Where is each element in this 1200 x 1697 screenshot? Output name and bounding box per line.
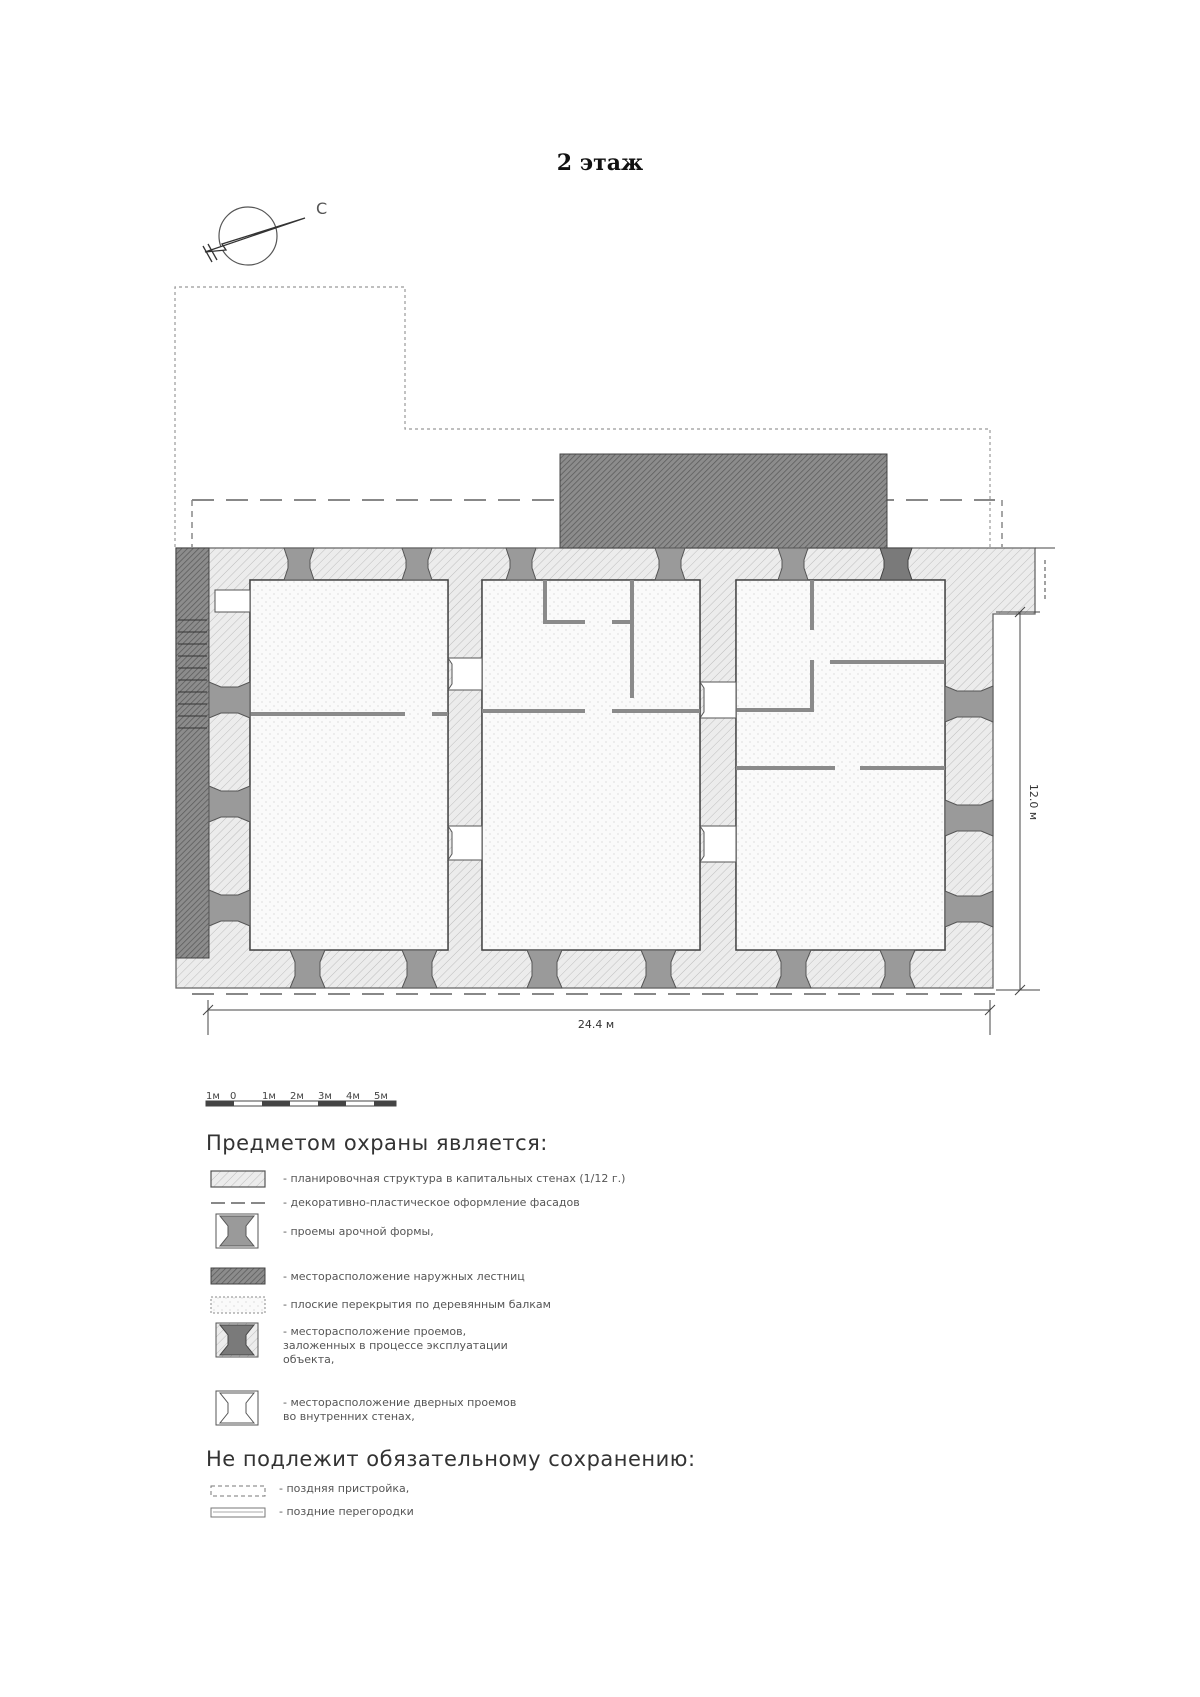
room-3	[736, 580, 945, 950]
room-1	[250, 580, 448, 950]
scale-label: 5м	[374, 1091, 388, 1102]
legend-item-text: - месторасположение дверных проемов во внутренних стенах,	[283, 1396, 517, 1423]
not-protected-heading: Не подлежит обязательному сохранению:	[206, 1447, 696, 1471]
length-dimension: 24.4 м	[577, 1018, 615, 1031]
room-2	[482, 580, 700, 950]
page-title: 2 этаж	[556, 150, 644, 176]
legend-item-text: - месторасположение наружных лестниц	[283, 1270, 525, 1283]
legend-item-text: - планировочная структура в капитальных стенах (1/12 г.)	[283, 1172, 626, 1185]
exterior-staircase-top	[560, 454, 887, 548]
north-letter: С	[316, 199, 328, 218]
scale-label: 3м	[318, 1091, 332, 1102]
scale-label: 2м	[290, 1091, 304, 1102]
legend-item-text: - проемы арочной формы,	[283, 1225, 434, 1238]
scale-label: 1м	[262, 1091, 276, 1102]
closed-opening	[880, 548, 912, 580]
legend-item-text: - декоративно-пластическое оформление фасадов	[283, 1196, 580, 1209]
legend-item-text: - поздняя пристройка,	[279, 1482, 410, 1495]
exterior-staircase	[176, 548, 209, 958]
legend-item-text: - поздние перегородки	[279, 1505, 414, 1518]
protected-heading: Предметом охраны является:	[206, 1131, 548, 1155]
scale-label: 0	[230, 1091, 237, 1102]
scale-label: 4м	[346, 1091, 360, 1102]
width-dimension: 12.0 м	[1027, 783, 1040, 821]
north-arrow-icon	[203, 199, 327, 265]
legend-item-text: - месторасположение проемов, заложенных в процессе эксплуатации объекта,	[283, 1325, 508, 1366]
legend-item-text: - плоские перекрытия по деревянным балкам	[283, 1298, 551, 1311]
scale-label: 1м	[206, 1091, 220, 1102]
